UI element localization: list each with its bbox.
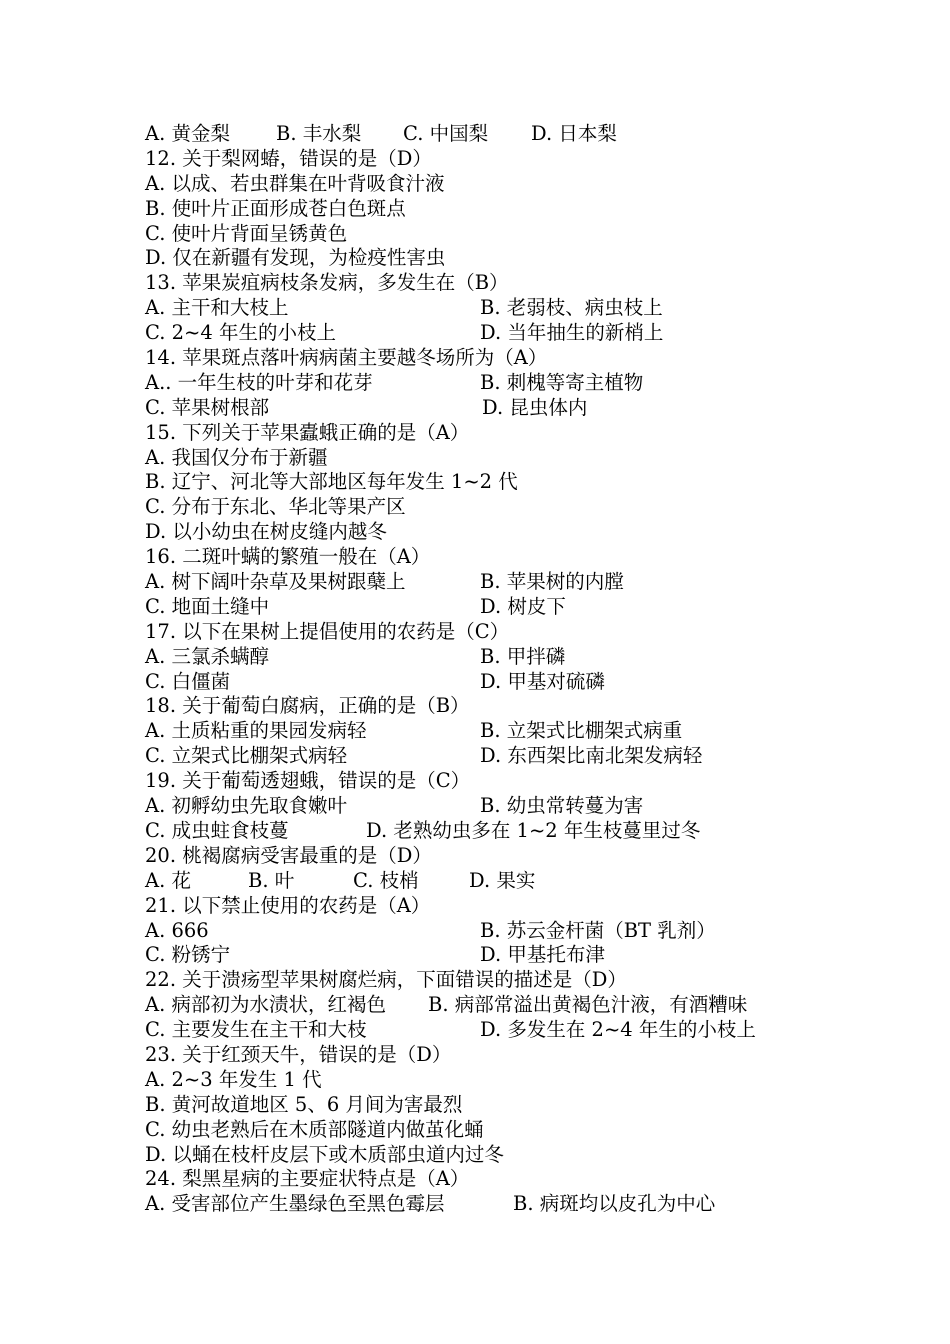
line-text: 21. 以下禁止使用的农药是（A）	[145, 893, 431, 917]
text-line	[145, 446, 845, 471]
text-line	[145, 122, 845, 147]
line-text: 13. 苹果炭疽病枝条发病，多发生在（B）	[145, 271, 509, 295]
line-text: 17. 以下在果树上提倡使用的农药是（C）	[145, 619, 510, 643]
option-text: B. 叶	[248, 868, 295, 892]
line-text: 16. 二斑叶螨的繁殖一般在（A）	[145, 545, 431, 569]
option-text: A. 树下阔叶杂草及果树跟蘖上	[145, 570, 406, 594]
option-text: A. 初孵幼虫先取食嫩叶	[145, 794, 347, 818]
text-line	[145, 670, 845, 695]
text-line	[145, 346, 845, 371]
option-text: B. 刺槐等寄主植物	[480, 370, 644, 394]
option-text: D. 昆虫体内	[482, 395, 588, 419]
line-text: 12. 关于梨网蝽，错误的是（D）	[145, 146, 432, 170]
text-line	[145, 620, 845, 645]
option-text: C. 地面土缝中	[145, 594, 270, 618]
text-line	[145, 645, 845, 670]
line-text: A. 我国仅分布于新疆	[145, 445, 328, 469]
option-text: D. 日本梨	[531, 122, 617, 145]
line-text: B. 黄河故道地区 5、6 月间为害最烈	[145, 1092, 463, 1116]
option-text: D. 当年抽生的新梢上	[480, 321, 664, 345]
line-text: 18. 关于葡萄白腐病，正确的是（B）	[145, 694, 470, 718]
text-line	[145, 919, 845, 944]
option-text: C. 粉锈宁	[145, 943, 231, 967]
option-text: A. 土质粘重的果园发病轻	[145, 719, 367, 743]
text-line	[145, 894, 845, 919]
text-line	[145, 1068, 845, 1093]
line-text: D. 以蛹在枝杆皮层下或木质部虫道内过冬	[145, 1142, 504, 1166]
option-text: A.. 一年生枝的叶芽和花芽	[145, 370, 373, 394]
document-page	[145, 122, 845, 1217]
option-text: B. 幼虫常转蔓为害	[480, 794, 644, 818]
option-text: D. 果实	[469, 868, 536, 892]
line-text: B. 辽宁、河北等大部地区每年发生 1~2 代	[145, 470, 518, 494]
line-text: 22. 关于溃疡型苹果树腐烂病，下面错误的描述是（D）	[145, 968, 627, 992]
option-text: C. 中国梨	[403, 122, 489, 145]
text-line	[145, 172, 845, 197]
option-text: D. 多发生在 2~4 年生的小枝上	[480, 1018, 756, 1042]
text-line	[145, 570, 845, 595]
option-text: C. 成虫蛀食枝蔓	[145, 818, 289, 842]
text-line	[145, 769, 845, 794]
text-line	[145, 1093, 845, 1118]
text-line	[145, 694, 845, 719]
option-text: B. 甲拌磷	[480, 644, 566, 668]
option-text: A. 病部初为水渍状，红褐色	[145, 993, 386, 1017]
line-text: 24. 梨黑星病的主要症状特点是（A）	[145, 1167, 470, 1191]
option-text: D. 甲基托布津	[480, 943, 605, 967]
option-text: B. 苏云金杆菌（BT 乳剂）	[480, 918, 716, 942]
line-text: 14. 苹果斑点落叶病病菌主要越冬场所为（A）	[145, 346, 548, 370]
text-line	[145, 222, 845, 247]
option-text: A. 主干和大枝上	[145, 296, 289, 320]
text-line	[145, 794, 845, 819]
option-text: C. 白僵菌	[145, 669, 231, 693]
option-text: C. 立架式比棚架式病轻	[145, 744, 348, 768]
line-text: C. 使叶片背面呈锈黄色	[145, 221, 348, 245]
text-line	[145, 321, 845, 346]
option-text: B. 老弱枝、病虫枝上	[480, 296, 663, 320]
text-line	[145, 1118, 845, 1143]
text-line	[145, 1018, 845, 1043]
option-text: C. 主要发生在主干和大枝	[145, 1018, 367, 1042]
text-line	[145, 968, 845, 993]
text-line	[145, 147, 845, 172]
option-text: A. 花	[145, 868, 191, 892]
option-text: A. 黄金梨	[145, 122, 230, 145]
line-text: 20. 桃褐腐病受害最重的是（D）	[145, 843, 432, 867]
line-text: C. 分布于东北、华北等果产区	[145, 495, 406, 519]
option-text: A. 受害部位产生墨绿色至黑色霉层	[145, 1192, 445, 1216]
text-line	[145, 470, 845, 495]
text-line	[145, 744, 845, 769]
text-line	[145, 296, 845, 321]
option-text: B. 苹果树的内膛	[480, 570, 624, 594]
text-line	[145, 520, 845, 545]
line-text: D. 仅在新疆有发现，为检疫性害虫	[145, 246, 446, 270]
line-text: 15. 下列关于苹果蠹蛾正确的是（A）	[145, 420, 470, 444]
line-text: C. 幼虫老熟后在木质部隧道内做茧化蛹	[145, 1117, 484, 1141]
line-text: D. 以小幼虫在树皮缝内越冬	[145, 520, 387, 544]
option-text: C. 2~4 年生的小枝上	[145, 321, 336, 345]
text-line	[145, 844, 845, 869]
text-line	[145, 1043, 845, 1068]
text-line	[145, 943, 845, 968]
line-text: A. 以成、若虫群集在叶背吸食汁液	[145, 171, 445, 195]
text-line	[145, 1167, 845, 1192]
text-line	[145, 545, 845, 570]
text-line	[145, 371, 845, 396]
text-line	[145, 1192, 845, 1217]
text-line	[145, 246, 845, 271]
text-line	[145, 819, 845, 844]
text-line	[145, 197, 845, 222]
text-line	[145, 495, 845, 520]
option-text: B. 丰水梨	[276, 122, 362, 145]
text-line	[145, 595, 845, 620]
option-text: D. 老熟幼虫多在 1~2 年生枝蔓里过冬	[366, 818, 701, 842]
option-text: C. 苹果树根部	[145, 395, 270, 419]
option-text: D. 甲基对硫磷	[480, 669, 605, 693]
text-line	[145, 869, 845, 894]
line-text: A. 2~3 年发生 1 代	[145, 1067, 322, 1091]
text-line	[145, 271, 845, 296]
text-line	[145, 993, 845, 1018]
line-text: 23. 关于红颈天牛，错误的是（D）	[145, 1042, 452, 1066]
text-line	[145, 1143, 845, 1168]
option-text: D. 东西架比南北架发病轻	[480, 744, 703, 768]
option-text: A. 666	[145, 918, 209, 942]
option-text: B. 病斑均以皮孔为中心	[513, 1192, 716, 1216]
option-text: D. 树皮下	[480, 594, 566, 618]
line-text: 19. 关于葡萄透翅蛾，错误的是（C）	[145, 769, 471, 793]
option-text: C. 枝梢	[353, 868, 419, 892]
option-text: A. 三氯杀螨醇	[145, 644, 269, 668]
text-line	[145, 719, 845, 744]
option-text: B. 病部常溢出黄褐色汁液，有酒糟味	[428, 993, 748, 1017]
text-line	[145, 396, 845, 421]
option-text: B. 立架式比棚架式病重	[480, 719, 683, 743]
text-line	[145, 421, 845, 446]
line-text: B. 使叶片正面形成苍白色斑点	[145, 196, 406, 220]
